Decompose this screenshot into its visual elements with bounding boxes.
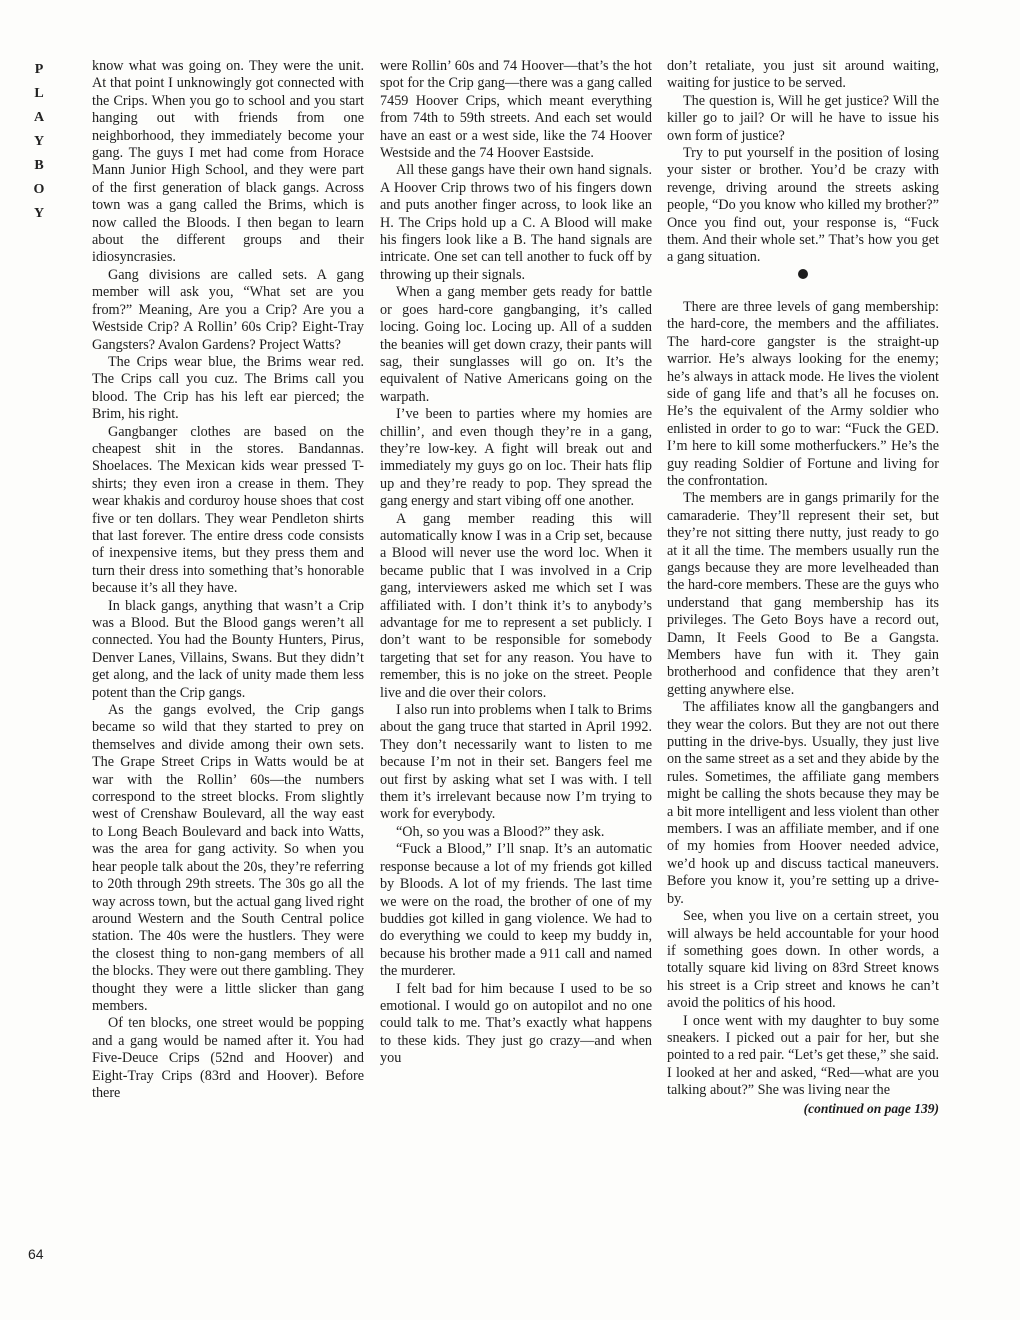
magazine-letter: Y [33,206,45,221]
magazine-letter: B [34,158,44,173]
section-break-bullet [798,269,808,279]
magazine-letter: O [33,182,45,197]
text-column-3 [667,58,939,1117]
article-paragraph: I’ve been to parties where my homies are chillin’, and even though they’re in a gang, they’re low-key. A fight will break out and immediately my guys go on loc. Their hats flip up and they’re ready to pop. They spread the gang energy and start vibing off one another. [380,406,652,510]
article-paragraph: Try to put yourself in the position of losing your sister or brother. You’d be crazy with revenge, driving around the streets asking people, “Do you know who killed my brother?” Once you find out, your response is, “Fuck them. And their whole set.” That’s how you get a gang situation. [667,145,939,266]
article-paragraph: The Crips wear blue, the Brims wear red. The Crips call you cuz. The Brims call you blood. The Crip has his left ear pierced; the Brim, his right. [92,353,364,423]
article-paragraph: “Fuck a Blood,” I’ll snap. It’s an automatic response because a lot of my friends got killed by Bloods. A lot of my friends. The last time we were on the road, the brother of one of my buddies got killed in gang violence. We had to do everything we could to keep my buddy in, because his brother made a 911 call and named the murderer. [380,841,652,980]
page-number: 64 [28,1246,44,1262]
article-paragraph: All these gangs have their own hand signals. A Hoover Crip throws two of his fingers down and puts another finger across, to look like an H. The Crips hold up a C. A Blood will make his fingers look like a B. The hand signals are intricate. One set can tell another to fuck off by throwing up their signals. [380,162,652,283]
article-paragraph: Gang divisions are called sets. A gang member will ask you, “What set are you from?” Meaning, Are you a Crip? Are you a Westside Crip? A Rollin’ 60s Crip? Eight-Tray Gangsters? Avalon Gardens? Project Watts? [92,266,364,353]
article-paragraph: As the gangs evolved, the Crip gangs became so wild that they started to prey on themselves and divide among their own sets. The Grape Street Crips in Watts would be at war with the Rollin’ 60s—the numbers correspond to the street blocks. From slightly west of Crenshaw Boulevard, all the way east to Long Beach Boulevard and back into Watts, was the area for gang activity. So when you hear people talk about the 20s, they’re referring to 20th through 29th streets. The 30s go all the way across town, but the actual gang lived right around Western and the South Central police station. The 40s were the hustlers. They were the closest thing to non-gang members of all the blocks. They were out there gambling. They thought they were a little slicker than gang members. [92,702,364,1014]
article-paragraph: In black gangs, anything that wasn’t a Crip was a Blood. But the Blood gangs weren’t all connected. You had the Bounty Hunters, Pirus, Denver Lanes, Villains, Swans. But they didn’t get along, and the lack of unity made them less potent than the Crip gangs. [92,597,364,701]
article-paragraph: “Oh, so you was a Blood?” they ask. [396,823,605,840]
article-paragraph: There are three levels of gang membership: the hard-core, the members and the affiliates. The hard-core gangster is the straight-up warrior. He’s always looking for the enemy; he’s always in attack mode. He lives the violent side of gang life and that’s all he focuses on. He’s the equivalent of the Army soldier who enlisted in order to go to war: “Fuck the GED. I’m here to kill some motherfuckers.” He’s the guy reading Soldier of Fortune and living for the confrontation. [667,298,939,489]
text-column-2 [380,58,652,1068]
article-paragraph: were Rollin’ 60s and 74 Hoover—that’s the hot spot for the Crip gang—there was a gang called 7459 Hoover Crips, which meant everything from 74th to 59th streets. And each set would have an east or a west side, like the 74 Hoover Westside and the 74 Hoover Eastside. [380,58,652,162]
article-paragraph: I also run into problems when I talk to Brims about the gang truce that started in April 1992. They don’t necessarily want to listen to me because I’m not in their set. Bangers feel me out first by asking what set I was with. I tell them it’s irrelevant because now I’m trying to work for everybody. [380,702,652,823]
article-paragraph: The question is, Will he get justice? Will the killer go to jail? Or will he have to issue his own form of justice? [667,92,939,144]
article-paragraph: I once went with my daughter to buy some sneakers. I picked out a pair for her, but she pointed to a red pair. “Let’s get these,” she said. I looked at her and asked, “Red—what are you talking about?” She was living near the [667,1012,939,1099]
article-paragraph: The affiliates know all the gangbangers and they wear the colors. But they are not out there putting in the drive-bys. Usually, they just live on the same street as a set and they abide by the rules. Sometimes, the affiliate gang members might be calling the shots because they may be a bit more intelligent and less violent than other members. I was an affiliate member, and if one of my homies from Hoover needed advice, we’d hook up and discuss tactical maneuvers. Before you know it, you’re setting up a drive-by. [667,699,939,907]
magazine-letter: L [34,86,44,101]
article-paragraph: Gangbanger clothes are based on the cheapest shit in the stores. Bandannas. Shoelaces. The Mexican kids wear pressed T-shirts; they even iron a crease in them. They wear khakis and corduroy house shoes that cost five or ten dollars. They wear Pendleton shirts that last forever. The entire dress code consists of inexpensive items, but they press them and turn their dress into something that’s honorable because it’s all they have. [92,423,364,597]
article-paragraph: Of ten blocks, one street would be popping and a gang would be named after it. You had Five-Deuce Crips (52nd and Hoover) and Eight-Tray Crips (83rd and Hoover). Before there [92,1015,364,1101]
article-paragraph: know what was going on. They were the unit. At that point I unknowingly got connected with the Crips. When you go to school and you start hanging out with friends from one neighborhood, they immediately become your gang. The guys I met had come from Horace Mann Junior High School, and they were part of the first generation of black gangs. Across town was a gang called the Brims, which is now called the Bloods. I then began to learn about the different groups and their idiosyncrasies. [92,58,364,266]
article-paragraph: A gang member reading this will automatically know I was in a Crip set, because a Blood will never use the word loc. When it became public that I was involved in a Crip gang, interviewers asked me which set I was affiliated with. I don’t think it’s to anybody’s advantage for me to represent a set publicly. I don’t want to be responsible for somebody targeting that set for any reason. You have to remember, this is no joke on the street. People live and die over their colors. [380,510,652,701]
magazine-letter: P [34,62,44,77]
magazine-letter: Y [33,134,45,149]
article-paragraph: The members are in gangs primarily for the camaraderie. They’ll represent their set, but they’re not sitting there nutty, just ready to go at it all the time. The members usually run the gangs because they are more levelheaded than the hard-core members. These are the guys who understand that gang membership has its privileges. The Geto Boys have a record out, Damn, It Feels Good to Be a Gangsta. Members have fun with it. They gain brotherhood and confidence that they aren’t getting anywhere else. [667,490,939,698]
continued-note: ( continued on page 139 ) [667,1100,939,1117]
article-paragraph: When a gang member gets ready for battle or goes hard-core gangbanging, it’s called locing. Going loc. Locing up. All of a sudden the beanies will get down crazy, their pants will sag, their sunglasses will go on. It’s the equivalent of Native Americans going on the warpath. [380,284,652,405]
text-column-1 [92,58,364,1102]
article-paragraph: don’t retaliate, you just sit around waiting, waiting for justice to be served. [667,58,939,92]
magazine-name [26,58,52,226]
article-paragraph: See, when you live on a certain street, you will always be held accountable for your hood if something goes down. In other words, a totally square kid living on 83rd Street knows his street is a Crip street and knows he can’t avoid the politics of his hood. [667,908,939,1012]
magazine-letter: A [33,110,45,125]
article-paragraph: I felt bad for him because I used to be so emotional. I would go on autopilot and no one could talk to me. That’s exactly what happens to these kids. They just go crazy—and when you [380,980,652,1067]
